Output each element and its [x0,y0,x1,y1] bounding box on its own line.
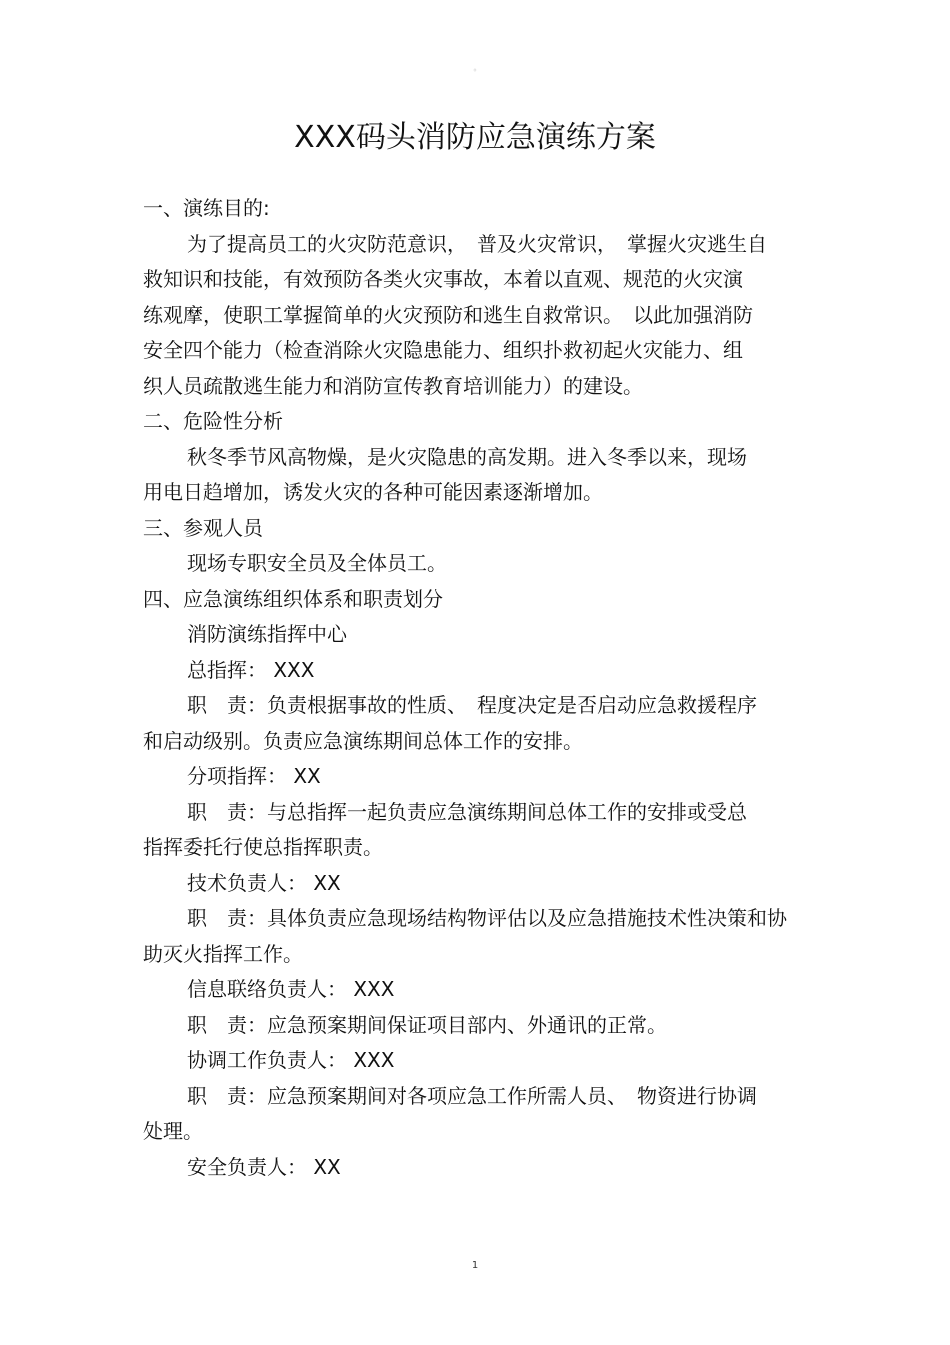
page-number: 1 [471,1260,479,1271]
duty-line: 职 责：与总指挥一起负责应急演练期间总体工作的安排或受总 [187,799,747,824]
subheading-command-center: 消防演练指挥中心 [187,622,347,646]
paragraph-line: 用电日趋增加，诱发火灾的各种可能因素逐渐增加。 [143,480,603,504]
duty-line: 助灭火指挥工作。 [143,941,303,966]
role-communications-lead: 信息联络负责人： XXX [187,977,395,1001]
duty-line: 指挥委托行使总指挥职责。 [143,835,383,859]
header-mark: ◦ [472,66,478,75]
duty-line: 职 责：应急预案期间对各项应急工作所需人员、 物资进行协调 [187,1083,757,1108]
document-body [143,191,823,1185]
duty-line: 处理。 [143,1119,203,1143]
role-safety-lead: 安全负责人： XX [187,1154,341,1179]
section-heading-organization: 四、应急演练组织体系和职责划分 [143,586,443,611]
paragraph-line: 练观摩，使职工掌握简单的火灾预防和逃生自救常识。 以此加强消防 [143,302,753,327]
section-heading-hazard: 二、危险性分析 [143,409,283,433]
paragraph-line: 秋冬季节风高物燥，是火灾隐患的高发期。进入冬季以来，现场 [187,444,747,469]
paragraph-line: 织人员疏散逃生能力和消防宣传教育培训能力）的建设。 [143,373,643,398]
duty-line: 和启动级别。负责应急演练期间总体工作的安排。 [143,728,583,753]
paragraph-line: 安全四个能力（检查消除火灾隐患能力、组织扑救初起火灾能力、组 [143,338,743,362]
paragraph-line: 救知识和技能，有效预防各类火灾事故，本着以直观、规范的火灾演 [143,267,743,291]
role-sub-commander: 分项指挥： XX [187,764,321,788]
duty-line: 职 责：负责根据事故的性质、 程度决定是否启动应急救援程序 [187,693,757,717]
duty-line: 职 责：具体负责应急现场结构物评估以及应急措施技术性决策和协 [187,906,787,930]
section-heading-participants: 三、参观人员 [143,515,263,540]
section-heading-purpose: 一、演练目的: [143,196,270,220]
paragraph-line: 为了提高员工的火灾防范意识， 普及火灾常识， 掌握火灾逃生自 [187,231,767,256]
paragraph-line: 现场专职安全员及全体员工。 [187,551,447,575]
role-coordination-lead: 协调工作负责人： XXX [187,1048,395,1072]
role-commander: 总指挥： XXX [187,657,315,682]
document-title: XXX码头消防应急演练方案 [294,120,656,155]
role-technical-lead: 技术负责人： XX [187,870,341,895]
duty-line: 职 责：应急预案期间保证项目部内、外通讯的正常。 [187,1012,667,1037]
